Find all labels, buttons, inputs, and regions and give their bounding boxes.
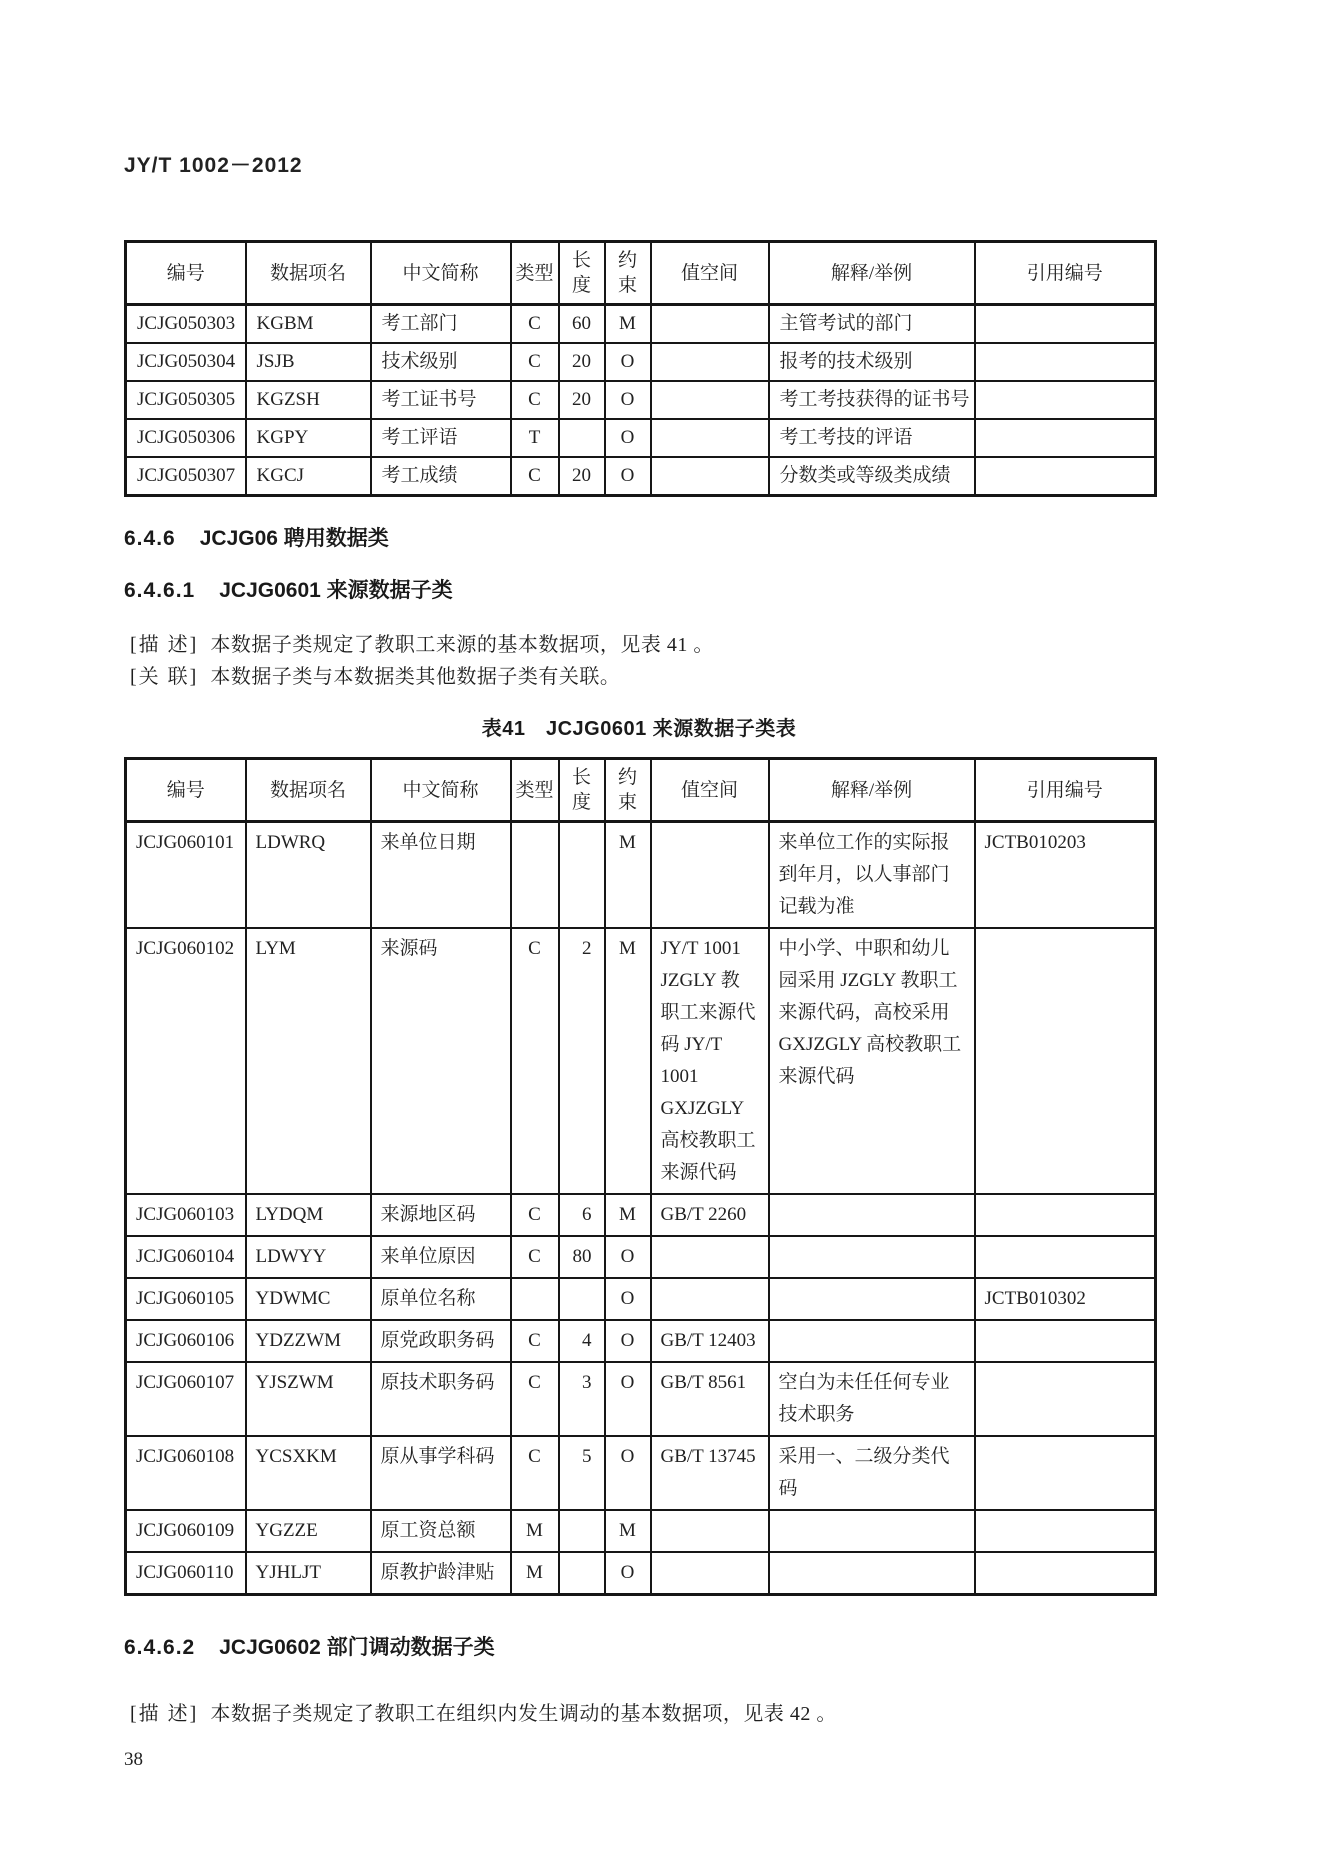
column-header: 数据项名 (246, 759, 371, 822)
column-header: 引用编号 (975, 242, 1156, 305)
cell-id: JCJG050304 (126, 343, 246, 381)
cell-id: JCJG060104 (126, 1236, 246, 1278)
cell-space: GB/T 12403 (651, 1320, 769, 1362)
cell-constraint: O (605, 1362, 651, 1436)
table-row (126, 1236, 1156, 1278)
cell-ref: JCTB010203 (975, 822, 1156, 929)
cell-name: KGBM (246, 305, 371, 344)
cell-constraint: O (605, 381, 651, 419)
cell-constraint: M (605, 1510, 651, 1552)
cell-ref (975, 928, 1156, 1194)
cell-ref (975, 1436, 1156, 1510)
column-header: 值空间 (651, 242, 769, 305)
table-row (126, 928, 1156, 1194)
paragraph-tag: [描 述] (130, 1703, 199, 1725)
cell-len: 20 (559, 457, 605, 496)
column-header: 数据项名 (246, 242, 371, 305)
table-row (126, 1278, 1156, 1320)
cell-type (511, 1278, 559, 1320)
cell-space (651, 1278, 769, 1320)
cell-len (559, 1510, 605, 1552)
cell-explain (769, 1194, 975, 1236)
section-title: JCJG0602 部门调动数据子类 (219, 1636, 495, 1659)
paragraph-text: 本数据子类规定了教职工来源的基本数据项，见表 41 。 (210, 634, 714, 656)
section-heading-6462 (124, 1634, 1154, 1662)
column-header: 编号 (126, 242, 246, 305)
table-41-caption: 表41 JCJG0601 来源数据子类表 (481, 718, 797, 740)
cell-id: JCJG060103 (126, 1194, 246, 1236)
cell-len: 60 (559, 305, 605, 344)
cell-type: C (511, 1362, 559, 1436)
cell-name: LYM (246, 928, 371, 1194)
cell-explain (769, 1236, 975, 1278)
column-header: 引用编号 (975, 759, 1156, 822)
cell-space (651, 419, 769, 457)
column-header: 类型 (511, 759, 559, 822)
table-header-row (126, 242, 1156, 305)
cell-len (559, 822, 605, 929)
cell-len: 20 (559, 381, 605, 419)
column-header: 类型 (511, 242, 559, 305)
relation-paragraph (130, 661, 1154, 693)
cell-id: JCJG060109 (126, 1510, 246, 1552)
cell-ref (975, 419, 1156, 457)
cell-name: KGPY (246, 419, 371, 457)
cell-id: JCJG050303 (126, 305, 246, 344)
cell-name: LDWRQ (246, 822, 371, 929)
data-items-table-continued (124, 240, 1157, 497)
cell-type: C (511, 1436, 559, 1510)
cell-explain: 来单位工作的实际报到年月，以人事部门记载为准 (769, 822, 975, 929)
cell-type: T (511, 419, 559, 457)
cell-name: KGCJ (246, 457, 371, 496)
cell-explain (769, 1320, 975, 1362)
section-title: JCJG0601 来源数据子类 (219, 579, 453, 602)
cell-explain: 中小学、中职和幼儿园采用 JZGLY 教职工来源代码，高校采用 GXJZGLY 高校教职工来源代码 (769, 928, 975, 1194)
cell-ref (975, 1510, 1156, 1552)
cell-space (651, 1236, 769, 1278)
column-header: 中文简称 (371, 242, 511, 305)
cell-constraint: M (605, 928, 651, 1194)
table-header-row (126, 759, 1156, 822)
page-content (124, 0, 1154, 1774)
cell-constraint: M (605, 1194, 651, 1236)
page-number: 38 (124, 1749, 143, 1770)
cell-type: C (511, 305, 559, 344)
table-row (126, 1552, 1156, 1595)
cell-type: C (511, 1194, 559, 1236)
cell-ref (975, 1194, 1156, 1236)
cell-explain: 分数类或等级类成绩 (769, 457, 975, 496)
section-number: 6.4.6.2 (124, 1636, 196, 1659)
cell-cn: 来源地区码 (371, 1194, 511, 1236)
cell-id: JCJG060108 (126, 1436, 246, 1510)
table-header (126, 759, 1156, 822)
cell-len: 5 (559, 1436, 605, 1510)
cell-name: KGZSH (246, 381, 371, 419)
cell-id: JCJG060101 (126, 822, 246, 929)
cell-cn: 原技术职务码 (371, 1362, 511, 1436)
section-number: 6.4.6.1 (124, 579, 196, 602)
cell-explain: 考工考技的评语 (769, 419, 975, 457)
cell-len (559, 419, 605, 457)
table-row (126, 1510, 1156, 1552)
cell-cn: 来单位日期 (371, 822, 511, 929)
cell-ref (975, 1552, 1156, 1595)
cell-ref (975, 1362, 1156, 1436)
table-row (126, 1320, 1156, 1362)
cell-explain: 考工考技获得的证书号 (769, 381, 975, 419)
cell-type: C (511, 343, 559, 381)
paragraph-tag: [描 述] (130, 634, 199, 656)
cell-name: YCSXKM (246, 1436, 371, 1510)
cell-name: YJHLJT (246, 1552, 371, 1595)
cell-space: GB/T 13745 (651, 1436, 769, 1510)
section-heading-646 (124, 525, 1154, 553)
cell-type: M (511, 1510, 559, 1552)
column-header: 长度 (559, 759, 605, 822)
cell-constraint: M (605, 822, 651, 929)
cell-type: C (511, 1320, 559, 1362)
cell-ref (975, 343, 1156, 381)
cell-explain (769, 1552, 975, 1595)
cell-len (559, 1278, 605, 1320)
table-body (126, 305, 1156, 496)
cell-id: JCJG050305 (126, 381, 246, 419)
cell-type (511, 822, 559, 929)
cell-ref (975, 1320, 1156, 1362)
cell-explain: 空白为未任任何专业技术职务 (769, 1362, 975, 1436)
cell-type: M (511, 1552, 559, 1595)
cell-cn: 来单位原因 (371, 1236, 511, 1278)
cell-explain (769, 1278, 975, 1320)
cell-ref (975, 381, 1156, 419)
cell-explain: 主管考试的部门 (769, 305, 975, 344)
cell-constraint: O (605, 1236, 651, 1278)
cell-space (651, 1510, 769, 1552)
cell-name: YDZZWM (246, 1320, 371, 1362)
cell-space (651, 305, 769, 344)
cell-ref (975, 1236, 1156, 1278)
table-row (126, 419, 1156, 457)
cell-constraint: O (605, 419, 651, 457)
cell-ref (975, 457, 1156, 496)
column-header: 编号 (126, 759, 246, 822)
cell-cn: 原教护龄津贴 (371, 1552, 511, 1595)
cell-type: C (511, 381, 559, 419)
cell-constraint: O (605, 1552, 651, 1595)
cell-name: LDWYY (246, 1236, 371, 1278)
section-number: 6.4.6 (124, 527, 176, 550)
cell-type: C (511, 1236, 559, 1278)
cell-cn: 原党政职务码 (371, 1320, 511, 1362)
cell-cn: 原工资总额 (371, 1510, 511, 1552)
cell-space (651, 822, 769, 929)
table-body (126, 822, 1156, 1595)
cell-id: JCJG060107 (126, 1362, 246, 1436)
cell-constraint: M (605, 305, 651, 344)
cell-constraint: O (605, 457, 651, 496)
section-title: JCJG06 聘用数据类 (199, 527, 389, 550)
cell-id: JCJG060110 (126, 1552, 246, 1595)
cell-len: 2 (559, 928, 605, 1194)
cell-ref: JCTB010302 (975, 1278, 1156, 1320)
paragraph-text: 本数据子类与本数据类其他数据子类有关联。 (210, 666, 621, 688)
cell-len: 3 (559, 1362, 605, 1436)
cell-space: JY/T 1001 JZGLY 教职工来源代码 JY/T 1001 GXJZGLY 高校教职工来源代码 (651, 928, 769, 1194)
table-row (126, 305, 1156, 344)
cell-constraint: O (605, 1278, 651, 1320)
cell-ref (975, 305, 1156, 344)
column-header: 解释/举例 (769, 242, 975, 305)
cell-id: JCJG050306 (126, 419, 246, 457)
cell-name: YJSZWM (246, 1362, 371, 1436)
cell-id: JCJG060105 (126, 1278, 246, 1320)
table-row (126, 822, 1156, 929)
cell-id: JCJG060102 (126, 928, 246, 1194)
section-heading-6461 (124, 577, 1154, 605)
table-row (126, 381, 1156, 419)
paragraph-tag: [关 联] (130, 666, 199, 688)
cell-cn: 来源码 (371, 928, 511, 1194)
cell-space (651, 381, 769, 419)
cell-space: GB/T 8561 (651, 1362, 769, 1436)
cell-len (559, 1552, 605, 1595)
standard-number-header: JY/T 1002－2012 (124, 154, 303, 177)
table-41-source-data (124, 757, 1157, 1596)
column-header: 值空间 (651, 759, 769, 822)
cell-id: JCJG060106 (126, 1320, 246, 1362)
cell-cn: 考工部门 (371, 305, 511, 344)
cell-constraint: O (605, 343, 651, 381)
column-header: 长度 (559, 242, 605, 305)
cell-cn: 考工成绩 (371, 457, 511, 496)
cell-len: 4 (559, 1320, 605, 1362)
column-header: 约束 (605, 242, 651, 305)
cell-type: C (511, 928, 559, 1194)
description-paragraph (130, 629, 1154, 661)
table-row (126, 343, 1156, 381)
cell-name: JSJB (246, 343, 371, 381)
cell-explain: 采用一、二级分类代码 (769, 1436, 975, 1510)
table-row (126, 1362, 1156, 1436)
table-header (126, 242, 1156, 305)
cell-id: JCJG050307 (126, 457, 246, 496)
cell-cn: 原从事学科码 (371, 1436, 511, 1510)
cell-len: 20 (559, 343, 605, 381)
cell-constraint: O (605, 1436, 651, 1510)
description-paragraph (130, 1698, 1154, 1730)
cell-name: YDWMC (246, 1278, 371, 1320)
cell-space (651, 1552, 769, 1595)
cell-explain (769, 1510, 975, 1552)
cell-len: 80 (559, 1236, 605, 1278)
cell-space (651, 343, 769, 381)
cell-len: 6 (559, 1194, 605, 1236)
column-header: 中文简称 (371, 759, 511, 822)
cell-cn: 考工证书号 (371, 381, 511, 419)
column-header: 约束 (605, 759, 651, 822)
table-row (126, 457, 1156, 496)
cell-cn: 原单位名称 (371, 1278, 511, 1320)
cell-type: C (511, 457, 559, 496)
cell-constraint: O (605, 1320, 651, 1362)
column-header: 解释/举例 (769, 759, 975, 822)
cell-space (651, 457, 769, 496)
cell-name: LYDQM (246, 1194, 371, 1236)
cell-name: YGZZE (246, 1510, 371, 1552)
cell-cn: 技术级别 (371, 343, 511, 381)
table-row (126, 1436, 1156, 1510)
cell-explain: 报考的技术级别 (769, 343, 975, 381)
cell-space: GB/T 2260 (651, 1194, 769, 1236)
cell-cn: 考工评语 (371, 419, 511, 457)
table-row (126, 1194, 1156, 1236)
paragraph-text: 本数据子类规定了教职工在组织内发生调动的基本数据项，见表 42 。 (210, 1703, 837, 1725)
